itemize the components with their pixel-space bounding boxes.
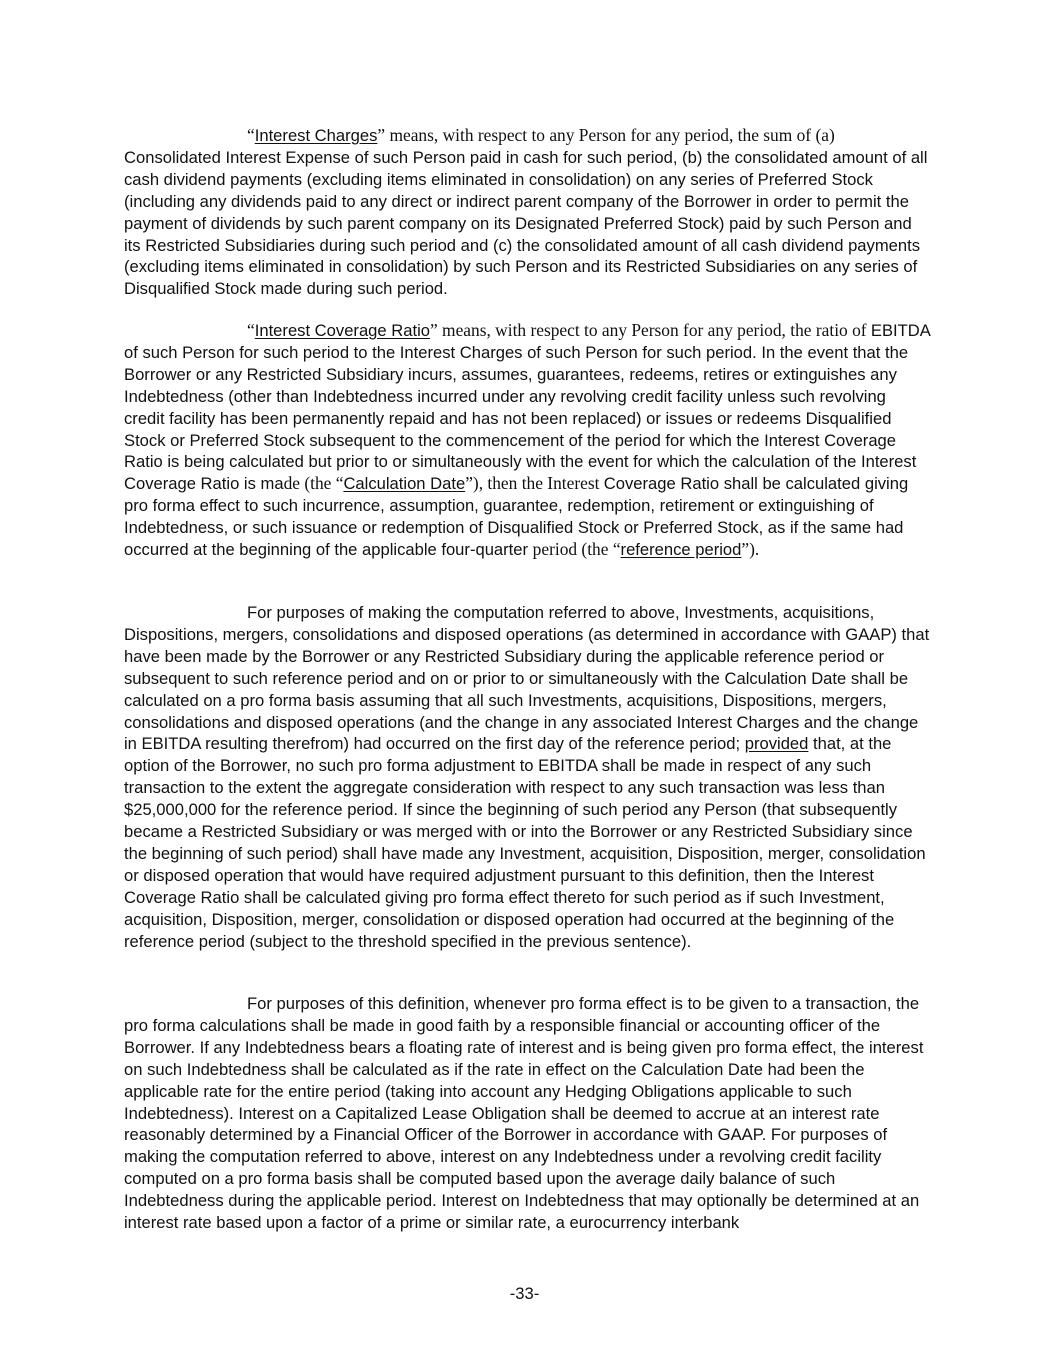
definition-body: Consolidated Interest Expense of such Person paid in cash for such period, (b) the consolidated amount of all cash dividend payments (excluding items eliminated in consolidation) on any series of Preferred Stock (including any dividends paid to any direct or indirect parent company of the Borrower in order to permit the payment of dividends by such parent company on its Designated Preferred Stock) paid by such Person and its Restricted Subsidiaries during such period and (c) the consolidated amount of all cash dividend payments (excluding items eliminated in consolidation) by such Person and its Restricted Subsidiaries on any series of Disqualified Stock made during such period.: [124, 147, 928, 299]
paragraph-computation: [124, 602, 930, 953]
definition-purposes-text: For purposes of this definition, whenever pro forma effect is to be given to a transaction, the pro forma calculations shall be made in good faith by a responsible financial or accounting officer of the Borrower. If any Indebtedness bears a floating rate of interest and is being given pro forma effect, the interest on such Indebtedness shall be calculated as if the rate in effect on the Calculation Date had been the applicable rate for the entire period (taking into account any Hedging Obligations applicable to such Indebtedness). Interest on a Capitalized Lease Obligation shall be deemed to accrue at an interest rate reasonably determined by a Financial Officer of the Borrower in accordance with GAAP. For purposes of making the computation referred to above, interest on any Indebtedness under a revolving credit facility computed on a pro forma basis shall be computed based upon the average daily balance of such Indebtedness during the applicable period. Interest on Indebtedness that may optionally be determined at an interest rate based upon a factor of a prime or similar rate, a eurocurrency interbank: [124, 994, 924, 1233]
definition-serif-text: ”).: [741, 539, 760, 560]
computation-lead: For purposes of making the computation referred to above, Investments, acquisitions, Dispositions, mergers, consolidations and disposed operations (as determined in accordance with GAAP) that have been made by the Borrower or any Restricted Subsidiary during the applicable reference period or subsequent to such reference period and on or prior to or simultaneously with the Calculation Date shall be calculated on a pro forma basis assuming that all such Investments, acquisitions, Dispositions, mergers, consolidations and disposed operations (and the change in any associated Interest Charges and the change in EBITDA resulting therefrom) had occurred on the first day of the reference period;: [124, 603, 930, 754]
definition-serif-text: ”), then the Interest: [465, 473, 604, 494]
definition-lead: ” means, with respect to any Person for any period, the sum of (a): [377, 125, 835, 145]
definition-body: EBITDA of such Person for such period to the Interest Charges of such Person for such period. In the event that the Borrower or any Restricted Subsidiary incurs, assumes, guarantees, redeems, retires or extinguishes any Indebtedness (other than Indebtedness incurred under any revolving credit facility unless such revolving credit facility has been permanently repaid and has not been replaced) or issues or redeems Disqualified Stock or Preferred Stock subsequent to the commencement of the period for which the Interest Coverage Ratio is being calculated but prior to or simultaneously with the event for which the calculation of the Interest Coverage Ratio is ma: [124, 321, 930, 494]
paragraph-interest-coverage-ratio: [124, 320, 930, 561]
page-number: -33-: [509, 1284, 540, 1303]
paragraph-definition-purposes: [124, 993, 930, 1234]
open-quote: “: [247, 125, 255, 145]
computation-rest: that, at the option of the Borrower, no such pro forma adjustment to EBITDA shall be made in respect of any such transaction to the extent the aggregate consideration with respect to any such transaction was less than $25,000,000 for the reference period. If since the beginning of such period any Person (that subsequently became a Restricted Subsidiary or was merged with or into the Borrower or any Restricted Subsidiary since the beginning of such period) shall have made any Investment, acquisition, Disposition, merger, consolidation or disposed operation that would have required adjustment pursuant to this definition, then the Interest Coverage Ratio shall be calculated giving pro forma effect thereto for such period as if such Investment, acquisition, Disposition, merger, consolidation or disposed operation had occurred at the beginning of the reference period (subject to the threshold specified in the previous sentence).: [124, 734, 926, 951]
definition-lead: ” means, with respect to any Person for any period, the ratio of: [429, 320, 871, 340]
defined-term-interest-coverage-ratio: Interest Coverage Ratio: [254, 321, 430, 340]
paragraph-interest-charges: [124, 125, 930, 300]
definition-serif-text: de (the “: [283, 473, 344, 494]
defined-term-interest-charges: Interest Charges: [254, 126, 378, 145]
defined-term-calculation-date: Calculation Date: [343, 474, 466, 494]
provided-term: provided: [744, 734, 809, 754]
open-quote: “: [247, 320, 255, 340]
definition-body-continued: Coverage Ratio shall be calculated giving pro forma effect to such incurrence, assumption, guarantee, redemption, retirement or extinguishing of Indebtedness, or such issuance or redemption of Disqualified Stock or Preferred Stock, as if the same had occurred at the beginning of the applicable four-quarter: [124, 474, 909, 560]
defined-term-reference-period: reference period: [620, 540, 742, 560]
definition-serif-text: period (the “: [532, 539, 621, 560]
